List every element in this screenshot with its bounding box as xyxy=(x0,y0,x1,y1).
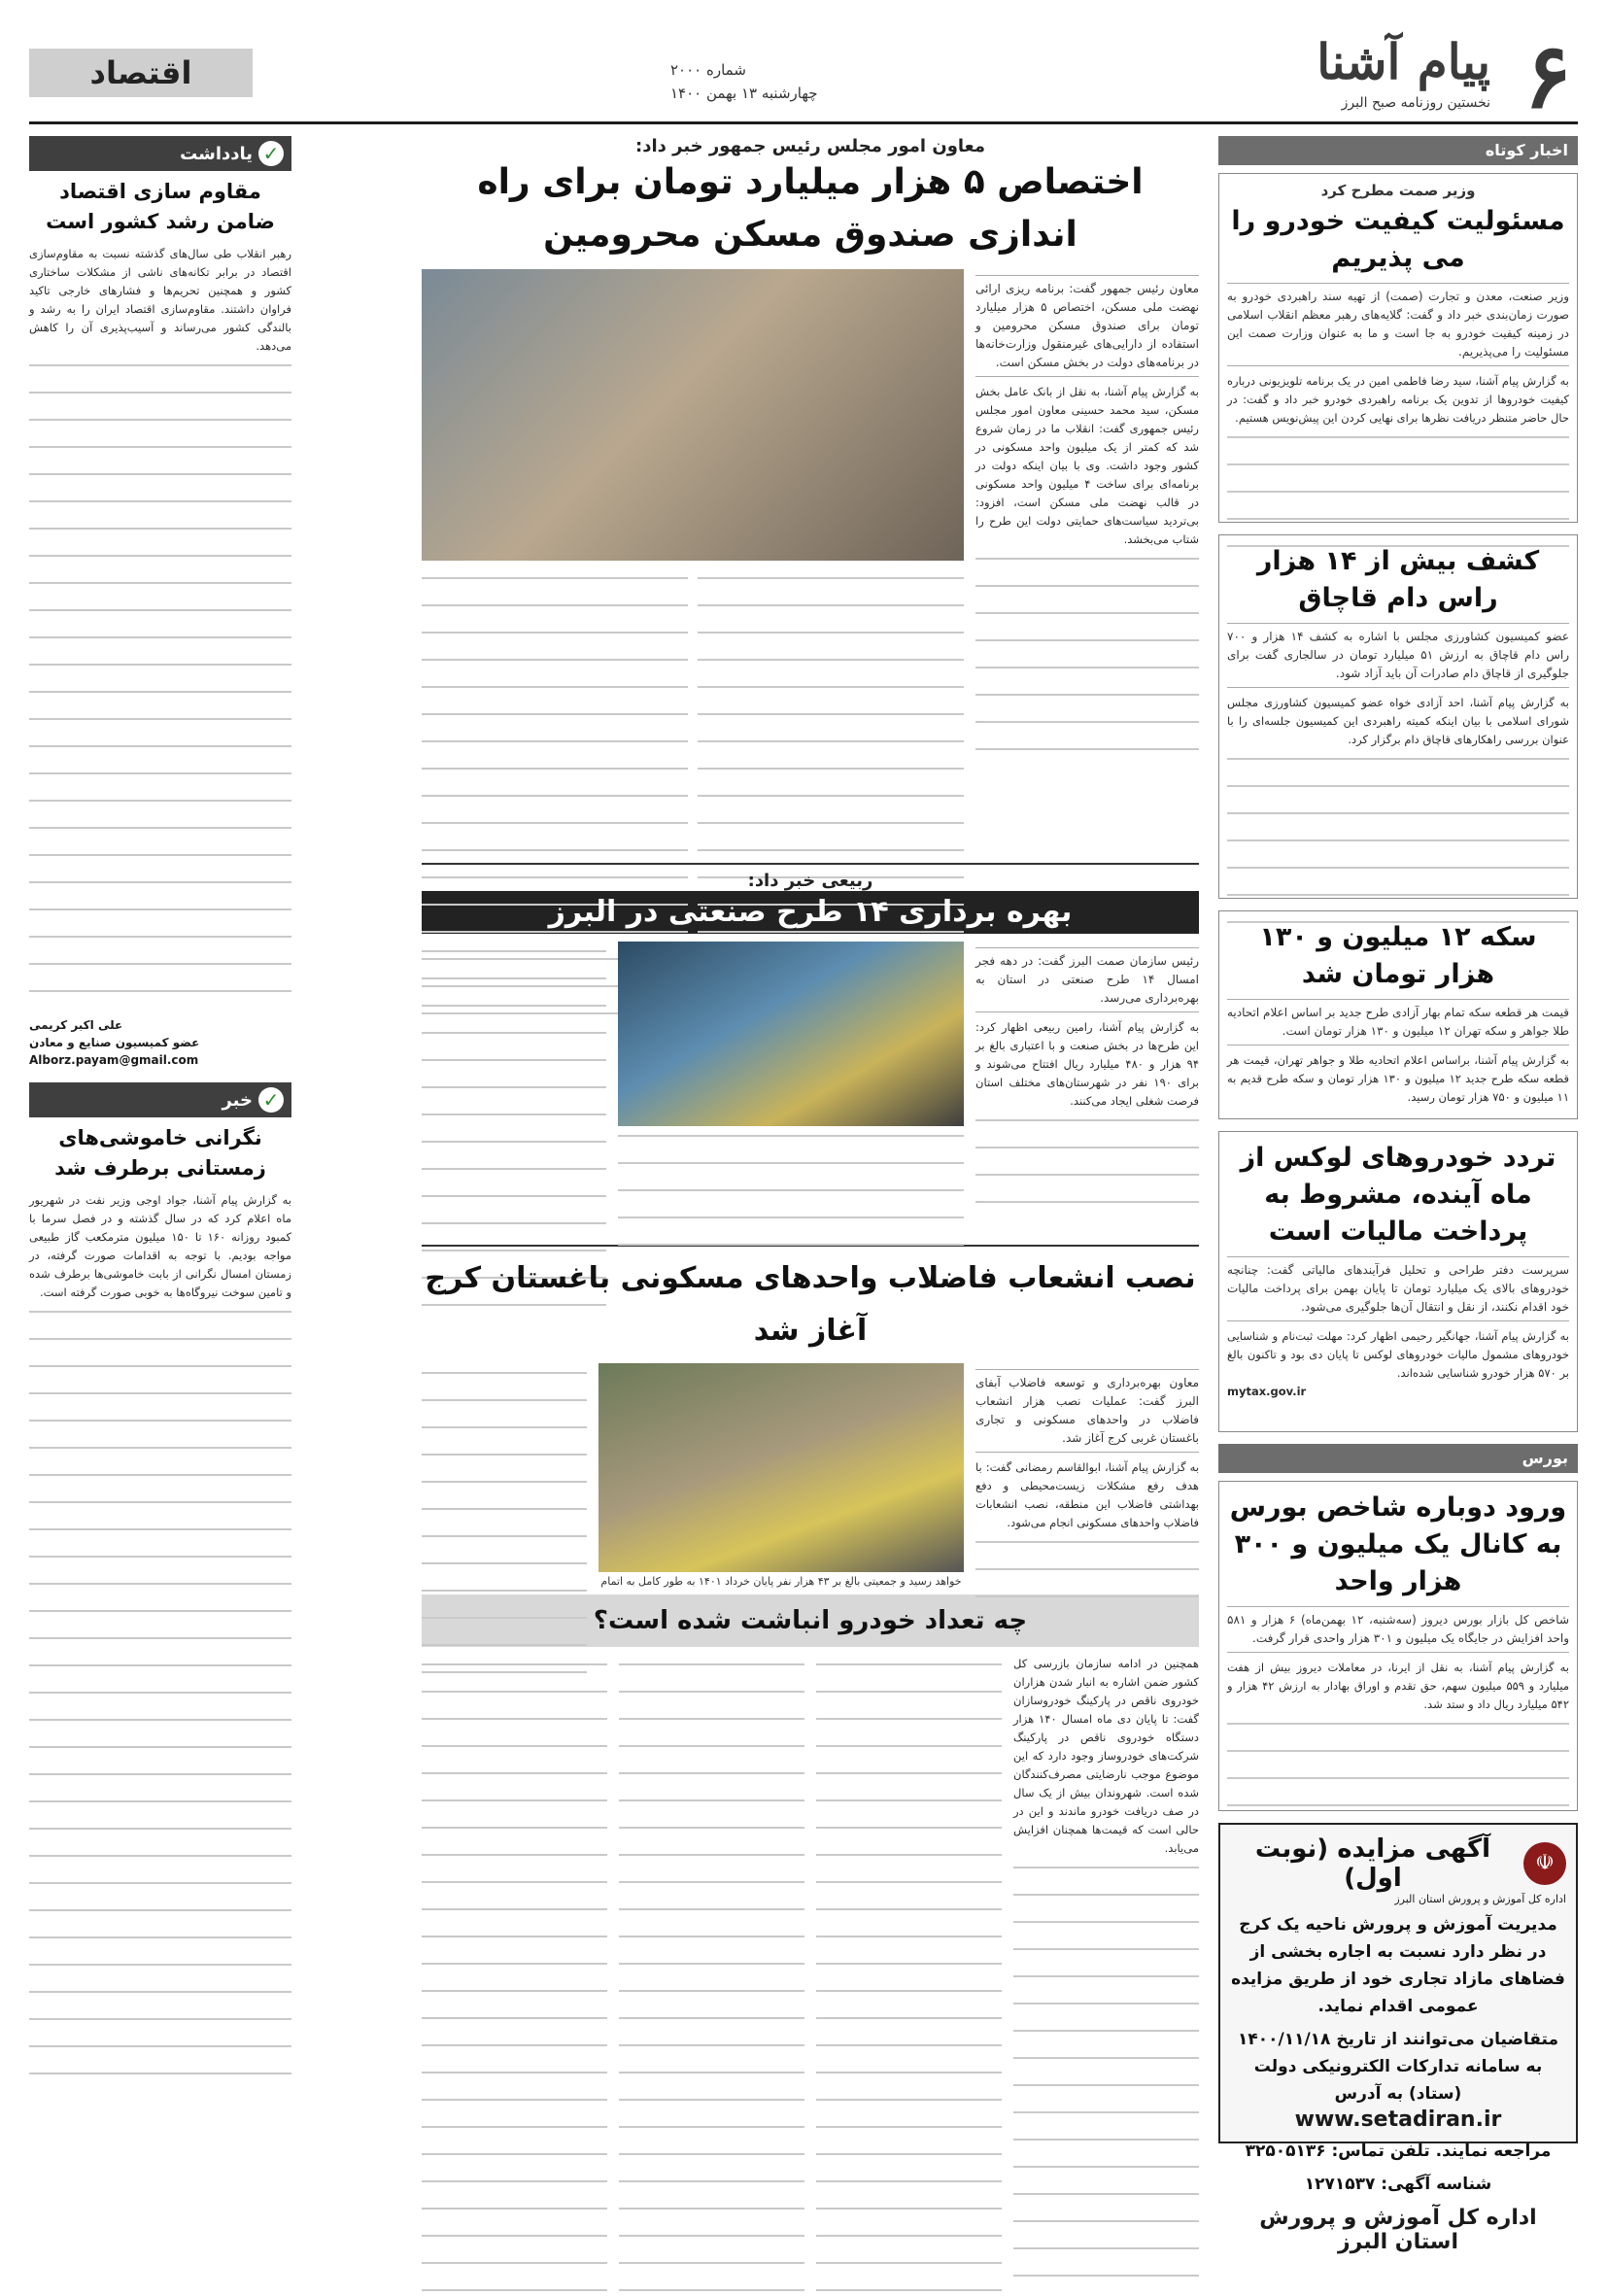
notice-body-2: متقاضیان می‌توانند از تاریخ ۱۴۰۰/۱۱/۱۸ به سامانه تدارکات الکترونیکی دولت (ستاد) به آدرس xyxy=(1238,2030,1558,2104)
text-line xyxy=(422,2099,607,2117)
text-line xyxy=(29,1365,291,1384)
text-line xyxy=(422,1508,587,1526)
text-line xyxy=(975,667,1199,685)
text-line xyxy=(422,1304,606,1322)
text-line xyxy=(698,604,964,623)
text-line xyxy=(619,2153,804,2172)
news-item-smuggled-livestock xyxy=(1218,534,1578,899)
text-line xyxy=(619,1691,804,1709)
text-line xyxy=(1227,436,1569,455)
text-line xyxy=(698,849,964,868)
issue-number: شماره ۲۰۰۰ xyxy=(670,61,746,79)
text-line xyxy=(29,446,291,464)
text-line xyxy=(1013,1975,1199,1994)
text-line xyxy=(422,1827,607,1845)
text-line xyxy=(422,740,688,759)
text-line xyxy=(698,659,964,677)
news-title: نگرانی خاموشی‌های زمستانی برطرف شد xyxy=(54,1126,266,1180)
text-line xyxy=(618,1217,964,1235)
text-line xyxy=(29,419,291,437)
text-line xyxy=(816,2099,1002,2117)
text-line xyxy=(422,659,688,677)
author-role: عضو کمیسیون صنایع و معادن xyxy=(29,1036,200,1049)
text-line xyxy=(29,1420,291,1438)
text-line xyxy=(698,740,964,759)
text-line xyxy=(29,1828,291,1846)
text-line xyxy=(422,1990,607,2008)
text-line xyxy=(29,691,291,709)
author-signature xyxy=(29,1016,291,1069)
news-tab-label: خبر xyxy=(222,1089,253,1111)
text-line xyxy=(422,1114,606,1132)
text-line xyxy=(975,585,1199,603)
text-line xyxy=(29,1447,291,1465)
notice-phone: مراجعه نمایند. تلفن تماس: ۳۲۵۰۵۱۳۶ xyxy=(1245,2142,1552,2161)
text-line xyxy=(29,1773,291,1792)
text-line xyxy=(422,713,688,732)
article-lead: معاون بهره‌برداری و توسعه فاضلاب آبفای البرز گفت: عملیات نصب هزار انشعاب فاضلاب در واحدهای مسکونی و تجاری باغستان غربی کرج آغاز شد. xyxy=(975,1369,1199,1453)
text-line xyxy=(29,963,291,981)
text-line xyxy=(422,1086,606,1105)
text-line xyxy=(422,1399,587,1418)
note-body-continued xyxy=(29,364,291,1009)
text-line xyxy=(422,2262,607,2280)
text-line xyxy=(619,2099,804,2117)
article-headline: نصب انشعاب فاضلاب واحدهای مسکونی باغستان کرج آغاز شد xyxy=(425,1261,1196,1348)
text-line xyxy=(29,1392,291,1411)
text-line xyxy=(422,1032,606,1050)
text-line xyxy=(1227,491,1569,509)
text-line xyxy=(422,1454,587,1472)
text-line xyxy=(619,2072,804,2090)
text-line xyxy=(619,2180,804,2199)
text-line xyxy=(29,1583,291,1601)
text-line xyxy=(29,1909,291,1928)
text-line xyxy=(1013,2057,1199,2075)
photo-caption: خواهد رسید و جمعیتی بالغ بر ۴۳ هزار نفر پایان خرداد ۱۴۰۱ به طور کامل به اتمام xyxy=(600,1575,962,1588)
text-line xyxy=(619,1990,804,2008)
text-line xyxy=(619,1854,804,1872)
text-line xyxy=(619,1963,804,1981)
text-line xyxy=(29,1936,291,1955)
text-line xyxy=(29,2045,291,2064)
text-line xyxy=(1013,2166,1199,2184)
text-line xyxy=(422,1059,606,1078)
text-line xyxy=(975,1541,1199,1559)
text-line xyxy=(816,1799,1002,1818)
short-news-column xyxy=(1218,136,1578,2254)
news-body: به گزارش پیام آشنا، سید رضا فاطمی امین در یک برنامه تلویزیونی درباره کیفیت خودروها از تدوین یک برنامه راهبردی خودرو خبر داد و گفت: در حال حاضر متنظر دریافت نظرها برای نهایی کردن این پیش‌نویس هستیم. xyxy=(1227,374,1569,425)
news-body: به گزارش پیام آشنا، به نقل از ایرنا، در معاملات دیروز بیش از هفت میلیارد و ۵۵۹ میلیون سهم، حق تقدم و اوراق بهادار به ارزش ۴۲ هزار و ۵۴۲ میلیارد ریال داد و ستد شد. xyxy=(1227,1661,1569,1711)
news-item-car-quality xyxy=(1218,173,1578,523)
text-line xyxy=(1013,2003,1199,2021)
text-line xyxy=(975,1147,1199,1165)
text-line xyxy=(816,1827,1002,1845)
text-line xyxy=(1013,1948,1199,1967)
text-line xyxy=(619,2289,804,2296)
article-kicker: ربیعی خبر داد: xyxy=(747,871,873,891)
text-line xyxy=(422,795,688,813)
text-line xyxy=(816,2044,1002,2063)
text-line xyxy=(29,745,291,764)
text-line xyxy=(698,713,964,732)
text-line xyxy=(422,2072,607,2090)
main-articles-column xyxy=(422,136,1199,2168)
text-line xyxy=(618,1135,964,1153)
text-line xyxy=(619,2017,804,2036)
text-line xyxy=(422,1372,587,1390)
opinion-column xyxy=(29,136,291,2091)
industrial-plant-photo xyxy=(618,942,964,1126)
news-lead: شاخص کل بازار بورس دیروز (سه‌شنبه، ۱۲ بهمن‌ماه) ۶ هزار و ۵۸۱ واحد افزایش در جایگاه یک میلیون و ۳۰۱ هزار واحدی قرار گرفت. xyxy=(1227,1606,1569,1653)
text-line xyxy=(29,1610,291,1628)
government-emblem-icon: ☫ xyxy=(1523,1842,1566,1885)
text-line xyxy=(816,1908,1002,1927)
text-line xyxy=(698,632,964,650)
text-line xyxy=(422,2126,607,2144)
text-line xyxy=(422,1562,587,1581)
notice-org-small: اداره کل آموزش و پرورش استان البرز xyxy=(1394,1893,1566,1905)
article-housing-fund xyxy=(422,136,1199,865)
checkmark-icon: ✓ xyxy=(258,141,284,166)
text-line xyxy=(29,1692,291,1710)
notice-footer: اداره کل آموزش و پرورش استان البرز xyxy=(1259,2206,1537,2254)
text-line xyxy=(422,1590,587,1608)
text-line xyxy=(29,392,291,410)
text-line xyxy=(1227,1777,1569,1796)
text-line xyxy=(422,1535,587,1554)
article-body: به گزارش پیام آشنا، رامین ربیعی اظهار کرد: این طرح‌ها در بخش صنعت و با اعتباری بالغ بر ۹۴ هزار و ۴۸۰ میلیارد ریال افتتاح می‌شوند و برای ۱۹۰ نفر در شهرستان‌های مختلف استان فرصت شغلی ایجاد می‌کنند. xyxy=(975,1020,1199,1108)
text-line xyxy=(422,822,688,840)
text-line xyxy=(29,1800,291,1819)
text-line xyxy=(29,827,291,845)
text-line xyxy=(816,2126,1002,2144)
text-line xyxy=(29,800,291,818)
text-line xyxy=(975,721,1199,739)
text-line xyxy=(29,1855,291,1873)
text-line xyxy=(29,636,291,655)
text-line xyxy=(29,2018,291,2037)
text-line xyxy=(1227,1750,1569,1768)
news-tab xyxy=(29,1082,291,1117)
text-line xyxy=(422,977,606,996)
text-line xyxy=(619,2208,804,2226)
text-line xyxy=(1013,2084,1199,2103)
text-line xyxy=(1227,840,1569,858)
text-line xyxy=(422,1854,607,1872)
text-line xyxy=(1227,812,1569,831)
text-line xyxy=(816,2153,1002,2172)
text-line xyxy=(422,1005,606,1023)
text-line xyxy=(1013,2111,1199,2130)
text-line xyxy=(422,2017,607,2036)
text-line xyxy=(1013,2193,1199,2211)
news-lead: عضو کمیسیون کشاورزی مجلس با اشاره به کشف ۱۴ هزار و ۷۰۰ راس دام قاچاق به ارزش ۵۱ میلیارد تومان در سالجاری گفت برای جلوگیری از قاچاق دام صادرات آن باید آزاد شود. xyxy=(1227,623,1569,688)
text-line xyxy=(422,768,688,786)
text-line xyxy=(619,1827,804,1845)
text-line xyxy=(422,849,688,868)
page-number: ۶ xyxy=(1523,23,1572,128)
text-line xyxy=(816,2072,1002,2090)
text-line xyxy=(1227,867,1569,885)
text-line xyxy=(422,1195,606,1214)
text-line xyxy=(422,2044,607,2063)
news-kicker: وزیر صمت مطرح کرد xyxy=(1320,182,1476,199)
text-line xyxy=(698,686,964,704)
text-line xyxy=(29,1746,291,1765)
text-line xyxy=(422,2289,607,2296)
text-line xyxy=(619,1936,804,1954)
text-line xyxy=(618,1189,964,1208)
tax-site-link[interactable]: mytax.gov.ir xyxy=(1227,1385,1307,1398)
text-line xyxy=(816,1718,1002,1736)
text-line xyxy=(975,748,1199,767)
text-line xyxy=(29,1882,291,1901)
text-line xyxy=(1013,2220,1199,2239)
text-line xyxy=(816,1691,1002,1709)
text-line xyxy=(816,2262,1002,2280)
news-item-stock-index xyxy=(1218,1481,1578,1811)
text-line xyxy=(422,686,688,704)
news-item-gold-coin xyxy=(1218,910,1578,1119)
article-body: به گزارش پیام آشنا، ابوالقاسم رمضانی گفت: با هدف رفع مشکلات زیست‌محیطی و دفع بهداشتی فاضلاب این منطقه، نصب انشعابات فاضلاب واحدهای مسکونی انجام می‌شود. xyxy=(975,1460,1199,1529)
newspaper-tagline: نخستین روزنامه صبح البرز xyxy=(1341,95,1490,111)
sewage-works-photo xyxy=(598,1363,964,1572)
text-line xyxy=(29,718,291,737)
news-body: به گزارش پیام آشنا، براساس اعلام اتحادیه طلا و جواهر تهران، قیمت هر قطعه سکه طرح جدید ۱۲ میلیون و ۱۳۰ هزار تومان و سکه طرح قدیم به ۱۱ میلیون و ۷۵۰ هزار تومان رسید. xyxy=(1227,1053,1569,1104)
text-line xyxy=(619,1745,804,1764)
text-line xyxy=(816,1772,1002,1791)
article-lead: معاون رئیس جمهور گفت: برنامه ریزی ارائی نهضت ملی مسکن، اختصاص ۵ هزار میلیارد تومان برای صندوق مسکن محرومین و استفاده از دارایی‌های غیرمنقول وزارت‌خانه‌ها در برنامه‌های دولت در بخش مسکن است. xyxy=(975,275,1199,377)
text-line xyxy=(422,1799,607,1818)
news-lead: وزیر صنعت، معدن و تجارت (صمت) از تهیه سند راهبردی خودرو به صورت زمان‌بندی خبر داد و گفت: گلایه‌های رهبر معظم انقلاب اسلامی در زمینه کیفیت خودرو به جا است و ما به عنوان وزارت صمت این مسئولیت را می‌پذیریم. xyxy=(1227,283,1569,366)
text-line xyxy=(29,908,291,927)
text-line xyxy=(422,604,688,623)
newspaper-logo: پیام آشنا xyxy=(1316,33,1490,90)
note-body: رهبر انقلاب طی سال‌های گذشته نسبت به مقاوم‌سازی اقتصاد در برابر تکانه‌های ناشی از مشکلات ساختاری کشور و همچنین تحریم‌ها و فشارهای خارجی تاکید فراوان داشتند. مقاوم‌سازی اقتصاد ایران را به رشد و بالندگی کشور می‌رساند و آسیب‌پذیری آن را کاهش می‌دهد. xyxy=(29,247,291,353)
text-line xyxy=(422,2153,607,2172)
news-title: تردد خودروهای لوکس از ماه آینده، مشروط به پرداخت مالیات است xyxy=(1240,1143,1556,1247)
text-line xyxy=(618,1162,964,1181)
text-line xyxy=(422,1963,607,1981)
news-title: سکه ۱۲ میلیون و ۱۳۰ هزار تومان شد xyxy=(1259,922,1537,989)
text-line xyxy=(422,1141,606,1159)
text-line xyxy=(29,1637,291,1656)
text-line xyxy=(29,1338,291,1356)
text-line xyxy=(975,558,1199,576)
text-line xyxy=(422,1481,587,1499)
checkmark-icon: ✓ xyxy=(258,1087,284,1113)
text-line xyxy=(29,528,291,546)
text-line xyxy=(1013,1894,1199,1912)
text-line xyxy=(816,2180,1002,2199)
text-line xyxy=(29,364,291,383)
text-line xyxy=(29,936,291,954)
text-line xyxy=(1227,1723,1569,1741)
text-line xyxy=(422,1222,606,1241)
text-line xyxy=(29,1991,291,2009)
text-line xyxy=(816,1990,1002,2008)
text-line xyxy=(698,577,964,596)
text-line xyxy=(422,1691,607,1709)
text-line xyxy=(1013,2275,1199,2293)
text-line xyxy=(1227,1804,1569,1823)
author-name: علی اکبر کریمی xyxy=(29,1018,123,1032)
news-title: کشف بیش از ۱۴ هزار راس دام قاچاق xyxy=(1256,546,1540,613)
text-line xyxy=(422,1663,607,1682)
text-line xyxy=(698,795,964,813)
text-line xyxy=(422,1908,607,1927)
text-line xyxy=(29,1964,291,1982)
text-line xyxy=(816,1963,1002,1981)
news-body: به گزارش پیام آشنا، جواد اوجی وزیر نفت در شهریور ماه اعلام کرد که در سال گذشته و در فصل سرما با کمبود روزانه ۱۶۰ تا ۱۵۰ میلیون مترمکعب گاز طبیعی مواجه بودیم. با توجه به اقدامات صورت گرفته، در زمستان امسال نگرانی از بابت خاموشی‌ها برطرف شده و تامین سوخت نیروگاه‌ها به خوبی صورت گرفته است. xyxy=(29,1193,291,1299)
notice-title: آگهی مزایده (نوبت اول) xyxy=(1254,1834,1491,1893)
article-headline: چه تعداد خودرو انباشت شده است؟ xyxy=(593,1606,1028,1635)
text-line xyxy=(422,1745,607,1764)
article-body: همچنین در ادامه سازمان بازرسی کل کشور ضمن اشاره به انبار شدن هزاران خودروی ناقص در پارکینگ خودروسازان گفت: تا پایان دی ماه امسال ۱۴۰ هزار دستگاه خودروی ناقص در پارکینگ شرکت‌های خودروساز وجود دارد که این موضوع موجب نارضایتی مصرف‌کنندگان شده است. شهروندان بیش از یک سال در صف دریافت خودرو ماندند و این در حالی است که قیمت‌ها همچنان افزایش می‌یابد. xyxy=(1013,1657,1199,1855)
notice-body-1: مدیریت آموزش و پرورش ناحیه یک کرج در نظر دارد نسبت به اجاره بخشی از فضاهای مازاد تجاری خود از طریق مزایده عمومی اقدام نماید. xyxy=(1231,1915,1565,2016)
text-line xyxy=(619,2262,804,2280)
issue-date: چهارشنبه ۱۳ بهمن ۱۴۰۰ xyxy=(670,85,818,102)
text-line xyxy=(619,1718,804,1736)
text-line xyxy=(29,664,291,682)
text-line xyxy=(29,1664,291,1683)
text-line xyxy=(29,1556,291,1574)
text-line xyxy=(1013,2030,1199,2048)
text-line xyxy=(29,1501,291,1520)
text-line xyxy=(422,1426,587,1445)
text-line xyxy=(422,2235,607,2253)
text-line xyxy=(29,1311,291,1329)
text-line xyxy=(422,1772,607,1791)
text-line xyxy=(422,1881,607,1900)
text-line xyxy=(816,1854,1002,1872)
text-line xyxy=(619,2235,804,2253)
article-headline: اختصاص ۵ هزار میلیارد تومان برای راه اندازی صندوق مسکن محرومین xyxy=(477,162,1144,255)
note-tab-label: یادداشت xyxy=(180,143,253,164)
text-line xyxy=(29,609,291,628)
text-line xyxy=(619,2126,804,2144)
text-line xyxy=(698,768,964,786)
text-line xyxy=(29,1528,291,1547)
news-body: به گزارش پیام آشنا، جهانگیر رحیمی اظهار کرد: مهلت ثبت‌نام و شناسایی خودروهای مشمول مالیات خودروهای لوکس تا پایان دی بود و تاکنون بالغ بر ۵۷۰ هزار خودرو شناسایی شده‌اند. xyxy=(1227,1329,1569,1380)
text-line xyxy=(619,1908,804,1927)
text-line xyxy=(29,854,291,873)
text-line xyxy=(422,950,606,969)
text-line xyxy=(29,990,291,1009)
text-line xyxy=(422,577,688,596)
text-line xyxy=(1013,2139,1199,2157)
note-tab xyxy=(29,136,291,171)
text-line xyxy=(619,2044,804,2063)
author-email[interactable]: Alborz.payam@gmail.com xyxy=(29,1053,199,1067)
housing-construction-photo xyxy=(422,269,964,561)
article-body: به گزارش پیام آشنا، به نقل از بانک عامل بخش مسکن، سید محمد حسینی معاون امور مجلس رئیس جمهوری گفت: انقلاب ما در زمان شروع شد که کمتر از یک میلیون واحد مسکونی در کشور وجود داشت. وی با بیان اینکه دولت در برنامه‌ای برای ساخت ۴ میلیون واحد مسکونی در قالب نهضت ملی مسکن است، افزود: بی‌تردید سیاست‌های حمایتی دولت این طرح را شتاب می‌بخشد. xyxy=(975,385,1199,546)
text-line xyxy=(975,694,1199,712)
article-kicker: معاون امور مجلس رئیس جمهور خبر داد: xyxy=(635,136,985,156)
text-line xyxy=(816,2235,1002,2253)
news-body: به گزارش پیام آشنا، احد آزادی خواه عضو کمیسیون کشاورزی مجلس شورای اسلامی با بیان اینکه کمیته راهبردی این کمیسیون جلسه‌ای را با عنوان بررسی راهکارهای قاچاق دام برگزار کرد. xyxy=(1227,696,1569,746)
text-line xyxy=(619,1881,804,1900)
text-line xyxy=(29,881,291,900)
text-line xyxy=(816,2208,1002,2226)
stock-market-tab: بورس xyxy=(1218,1444,1578,1473)
text-line xyxy=(816,2017,1002,2036)
news-body-continued xyxy=(29,1311,291,2091)
news-lead: قیمت هر قطعه سکه تمام بهار آزادی طرح جدید بر اساس اعلام اتحادیه طلا جواهر و سکه تهران ۱۲ میلیون و ۱۳۰ هزار تومان است. xyxy=(1227,999,1569,1045)
article-sewage-karaj xyxy=(422,1245,1199,1588)
news-lead: سرپرست دفتر طراحی و تحلیل فرآیندهای مالیاتی گفت: چنانچه خودروهای بالای یک میلیارد تومان تا پایان بهمن برای پرداخت مالیات خود اقدام نکنند، از نقل و انتقال آن‌ها جلوگیری می‌شود. xyxy=(1227,1256,1569,1321)
section-label: اقتصاد xyxy=(29,49,253,97)
text-line xyxy=(698,822,964,840)
text-line xyxy=(422,2208,607,2226)
text-line xyxy=(422,1617,587,1635)
text-line xyxy=(816,1745,1002,1764)
text-line xyxy=(816,1663,1002,1682)
note-title: مقاوم سازی اقتصاد ضامن رشد کشور است xyxy=(46,180,275,233)
article-headline: بهره برداری ۱۴ طرح صنعتی در البرز xyxy=(422,891,1199,934)
text-line xyxy=(422,1718,607,1736)
text-line xyxy=(1227,463,1569,482)
text-line xyxy=(29,772,291,791)
text-line xyxy=(29,1474,291,1492)
masthead xyxy=(29,23,1578,128)
text-line xyxy=(816,2289,1002,2296)
text-line xyxy=(1013,1867,1199,1885)
text-line xyxy=(29,473,291,492)
text-line xyxy=(422,2180,607,2199)
text-line xyxy=(816,1881,1002,1900)
text-line xyxy=(1227,758,1569,776)
text-line xyxy=(975,1174,1199,1192)
text-line xyxy=(619,1663,804,1682)
text-line xyxy=(422,632,688,650)
text-line xyxy=(975,639,1199,658)
text-line xyxy=(422,1168,606,1186)
text-line xyxy=(975,1201,1199,1219)
text-line xyxy=(29,2073,291,2091)
text-line xyxy=(29,555,291,573)
news-item-luxury-cars-tax xyxy=(1218,1131,1578,1432)
text-line xyxy=(1013,2247,1199,2266)
issue-info xyxy=(670,58,818,105)
text-line xyxy=(816,1936,1002,1954)
text-line xyxy=(29,1719,291,1737)
text-line xyxy=(422,1936,607,1954)
text-line xyxy=(619,1772,804,1791)
notice-code: شناسه آگهی: ۱۲۷۱۵۳۷ xyxy=(1304,2175,1492,2194)
auction-notice xyxy=(1218,1823,1578,2254)
news-title: ورود دوباره شاخص بورس به کانال یک میلیون و ۳۰۰ هزار واحد xyxy=(1229,1492,1567,1596)
article-lead: رئیس سازمان صمت البرز گفت: در دهه فجر امسال ۱۴ طرح صنعتی در استان به بهره‌برداری می‌رسد. xyxy=(975,947,1199,1012)
news-title: مسئولیت کیفیت خودرو را می پذیریم xyxy=(1231,206,1565,273)
text-line xyxy=(29,500,291,519)
short-news-tab: اخبار کوتاه xyxy=(1218,136,1578,165)
text-line xyxy=(975,1568,1199,1587)
text-line xyxy=(1013,1921,1199,1939)
text-line xyxy=(619,1799,804,1818)
text-line xyxy=(975,1119,1199,1138)
text-line xyxy=(975,612,1199,631)
text-line xyxy=(1227,785,1569,804)
text-line xyxy=(29,582,291,600)
notice-url-link[interactable]: www.setadiran.ir xyxy=(1294,2108,1502,2132)
